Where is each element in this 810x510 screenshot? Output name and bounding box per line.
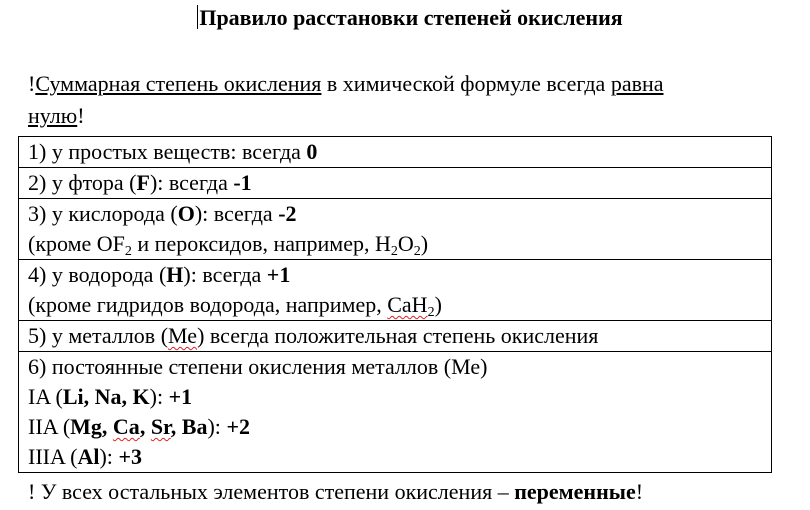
note-text: O bbox=[397, 231, 414, 256]
intro-mark: ! bbox=[28, 71, 36, 96]
rule-element: O bbox=[177, 201, 195, 226]
intro-term: Суммарная степень окисления bbox=[35, 71, 322, 96]
intro-tail-1: равна bbox=[610, 71, 664, 96]
note-subscript: 2 bbox=[427, 305, 435, 320]
intro-tail-2: нулю bbox=[28, 103, 78, 128]
rule-line bbox=[28, 199, 771, 229]
note-subscript: 2 bbox=[413, 244, 421, 259]
group-text: ): bbox=[99, 444, 119, 469]
rule-note bbox=[28, 229, 771, 259]
note-text: (кроме гидридов водорода, например, bbox=[28, 292, 388, 317]
rule-text: 2) у фтора ( bbox=[28, 170, 137, 195]
group-element: , Ba bbox=[170, 414, 208, 439]
rule-row-3 bbox=[19, 198, 771, 259]
intro-end: ! bbox=[77, 103, 85, 128]
group-elements: Li, Na, K bbox=[62, 384, 150, 409]
group-line-iiia bbox=[28, 442, 771, 472]
group-value: +1 bbox=[168, 384, 193, 409]
rule-note bbox=[28, 290, 771, 320]
rule-text: ) всегда положительная степень окисления bbox=[197, 323, 599, 348]
footer-text: ! У всех остальных элементов степени окисления – bbox=[28, 479, 515, 504]
rule-text: ): всегда bbox=[194, 201, 279, 226]
rule-row-5 bbox=[19, 320, 771, 351]
rule-text: 5) у металлов ( bbox=[28, 323, 169, 348]
page-title-text: Правило расстановки степеней окисления bbox=[199, 5, 623, 30]
intro-middle: в химической формуле всегда bbox=[321, 71, 611, 96]
note-subscript: 2 bbox=[124, 244, 132, 259]
rule-row-1 bbox=[19, 137, 771, 167]
intro-paragraph bbox=[28, 68, 798, 132]
group-element: , bbox=[139, 414, 151, 439]
rule-text: ): всегда bbox=[149, 170, 234, 195]
rule-row-2 bbox=[19, 167, 771, 198]
note-formula bbox=[387, 292, 435, 320]
rule-heading: 6) постоянные степени окисления металлов (Ме) bbox=[28, 354, 488, 379]
rule-line bbox=[28, 321, 771, 351]
page-title bbox=[0, 4, 810, 32]
rule-line bbox=[28, 137, 771, 167]
note-text: ) bbox=[434, 292, 442, 317]
rule-line bbox=[28, 260, 771, 290]
note-text: и пероксидов, например, H bbox=[131, 231, 391, 256]
rule-value: -1 bbox=[233, 170, 252, 195]
footer-note bbox=[28, 477, 808, 507]
note-formula-text: CaH bbox=[387, 292, 428, 317]
group-value: +3 bbox=[118, 444, 142, 469]
rule-element: H bbox=[166, 262, 184, 287]
rule-row-6 bbox=[19, 351, 771, 472]
group-value: +2 bbox=[226, 414, 250, 439]
group-elements: Al bbox=[77, 444, 100, 469]
group-elements bbox=[70, 414, 207, 439]
note-text: (кроме OF bbox=[28, 231, 125, 256]
rule-value: +1 bbox=[266, 262, 291, 287]
rule-word: Ме bbox=[168, 323, 198, 348]
group-text: ): bbox=[149, 384, 169, 409]
rule-text: 3) у кислорода ( bbox=[28, 201, 178, 226]
rule-row-4 bbox=[19, 259, 771, 320]
group-line-iia bbox=[28, 412, 771, 442]
rule-line bbox=[28, 168, 771, 198]
rule-text: 1) у простых веществ: всегда bbox=[28, 139, 307, 164]
group-label: IIA ( bbox=[28, 414, 71, 439]
footer-end: ! bbox=[635, 479, 644, 504]
rule-value: 0 bbox=[306, 139, 318, 164]
rule-text: 4) у водорода ( bbox=[28, 262, 167, 287]
footer-emphasis: переменные bbox=[514, 479, 636, 504]
group-label: IA ( bbox=[28, 384, 63, 409]
group-element: Mg, bbox=[70, 414, 113, 439]
group-line-ia bbox=[28, 382, 771, 412]
note-text: ) bbox=[420, 231, 429, 256]
rules-table bbox=[18, 136, 772, 473]
rule-text: ): всегда bbox=[183, 262, 267, 287]
group-text: ): bbox=[207, 414, 227, 439]
group-element: Ca bbox=[112, 414, 140, 439]
note-subscript: 2 bbox=[390, 244, 398, 259]
rule-element: F bbox=[136, 170, 150, 195]
group-element: Sr bbox=[150, 414, 171, 439]
group-label: IIIA ( bbox=[28, 444, 78, 469]
rule-value: -2 bbox=[278, 201, 297, 226]
